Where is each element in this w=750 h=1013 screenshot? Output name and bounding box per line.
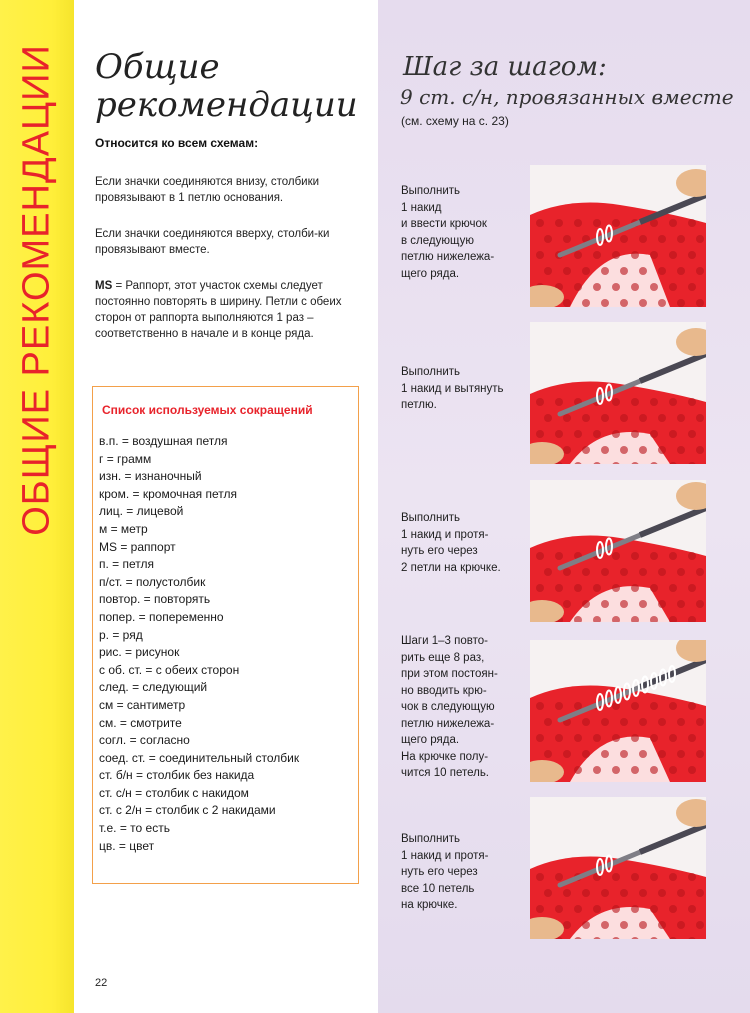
applies-heading: Относится ко всем схемам:	[95, 136, 259, 150]
stitch-mark	[688, 734, 696, 742]
stitch-mark	[639, 600, 647, 608]
abbreviation-item: ст. с 2/н = столбик с 2 накидами	[99, 803, 276, 818]
stitch-mark	[631, 584, 639, 592]
step-text-line: 1 накид и вытянуть	[401, 382, 504, 395]
stitch-mark	[696, 750, 704, 758]
stitch-mark	[574, 584, 582, 592]
stitch-mark	[612, 283, 620, 291]
abbreviation-item: см = сантиметр	[99, 697, 186, 712]
stitch-mark	[574, 905, 582, 913]
stitch-mark	[650, 702, 658, 710]
stitch-mark	[669, 905, 677, 913]
stitch-mark	[696, 718, 704, 726]
stitch-mark	[612, 734, 620, 742]
side-title: ОБЩИЕ РЕКОМЕНДАЦИИ	[15, 44, 58, 536]
stitch-mark	[582, 718, 590, 726]
stitch-mark	[677, 299, 685, 307]
stitch-mark	[582, 299, 590, 307]
step-title: Шаг за шагом:	[403, 52, 607, 82]
stitch-mark	[677, 921, 685, 929]
stitch-mark	[536, 430, 544, 438]
page-number: 22	[95, 977, 108, 989]
side-band	[0, 0, 74, 1013]
stitch-mark	[593, 251, 601, 259]
stitch-mark	[620, 267, 628, 275]
stitch-mark	[536, 734, 544, 742]
paragraph-top-join: Если значки соединяются вверху, столби-ки провязывают вместе.	[95, 228, 330, 256]
stitch-mark	[620, 921, 628, 929]
stitch-mark	[544, 235, 552, 243]
abbreviation-item: м = метр	[99, 521, 148, 536]
step-3-text	[401, 510, 526, 576]
stitch-mark	[688, 905, 696, 913]
abbreviation-item: с об. ст. = с обеих сторон	[99, 662, 240, 677]
abbreviation-item: рис. = рисунок	[99, 645, 180, 660]
stitch-mark	[669, 251, 677, 259]
abbreviation-title: Список используемых сокращений	[102, 403, 313, 417]
abbreviation-item: ст. б/н = столбик без накида	[99, 768, 255, 783]
stitch-mark	[650, 584, 658, 592]
stitch-mark	[601, 889, 609, 897]
stitch-mark	[582, 600, 590, 608]
stitch-mark	[677, 600, 685, 608]
stitch-mark	[639, 718, 647, 726]
stitch-mark	[544, 267, 552, 275]
stitch-mark	[563, 600, 571, 608]
abbreviation-item: г = грамм	[99, 451, 152, 466]
stitch-mark	[620, 600, 628, 608]
stitch-mark	[593, 905, 601, 913]
stitch-mark	[658, 718, 666, 726]
stitch-mark	[601, 718, 609, 726]
stitch-mark	[582, 568, 590, 576]
step-text-line: рить еще 8 раз,	[401, 651, 485, 664]
step-text-line: Выполнить	[401, 512, 461, 524]
abbreviation-item: р. = ряд	[99, 627, 143, 642]
stitch-mark	[658, 750, 666, 758]
stitch-mark	[669, 219, 677, 227]
stitch-mark	[639, 267, 647, 275]
stitch-mark	[696, 299, 704, 307]
stitch-mark	[650, 283, 658, 291]
crochet-photo-image	[530, 640, 706, 782]
step-4-photo	[530, 640, 706, 782]
abbreviation-item: лиц. = лицевой	[99, 504, 184, 519]
step-text-line: щего ряда.	[401, 734, 460, 746]
stitch-mark	[658, 921, 666, 929]
step-text-line: 1 накид и протя-	[401, 528, 489, 541]
crochet-photo-image	[530, 322, 706, 464]
stitch-mark	[574, 766, 582, 774]
stitch-mark	[601, 568, 609, 576]
stitch-mark	[555, 552, 563, 560]
page-title	[95, 48, 365, 124]
stitch-mark	[601, 267, 609, 275]
step-text-line: Выполнить	[401, 366, 461, 378]
stitch-mark	[601, 446, 609, 454]
stitch-mark	[555, 430, 563, 438]
stitch-mark	[658, 568, 666, 576]
step-5-text	[401, 831, 526, 914]
stitch-mark	[536, 702, 544, 710]
stitch-mark	[631, 905, 639, 913]
stitch-mark	[669, 873, 677, 881]
stitch-mark	[696, 568, 704, 576]
stitch-mark	[658, 414, 666, 422]
stitch-mark	[593, 584, 601, 592]
stitch-mark	[631, 873, 639, 881]
stitch-mark	[631, 766, 639, 774]
rapport-label: MS	[95, 280, 113, 292]
stitch-mark	[658, 600, 666, 608]
stitch-mark	[650, 552, 658, 560]
stitch-mark	[563, 921, 571, 929]
stitch-mark	[574, 734, 582, 742]
stitch-mark	[612, 584, 620, 592]
stitch-mark	[574, 251, 582, 259]
stitch-mark	[536, 873, 544, 881]
stitch-mark	[631, 702, 639, 710]
stitch-mark	[688, 251, 696, 259]
stitch-mark	[563, 568, 571, 576]
stitch-mark	[658, 889, 666, 897]
stitch-mark	[669, 283, 677, 291]
stitch-mark	[677, 750, 685, 758]
stitch-mark	[669, 584, 677, 592]
stitch-mark	[536, 219, 544, 227]
step-2-photo	[530, 322, 706, 464]
stitch-mark	[574, 219, 582, 227]
stitch-mark	[544, 750, 552, 758]
stitch-mark	[677, 235, 685, 243]
stitch-mark	[555, 702, 563, 710]
step-1-text	[401, 183, 526, 282]
page-title-line-2: рекомендации	[95, 85, 358, 125]
stitch-mark	[688, 873, 696, 881]
stitch-mark	[582, 921, 590, 929]
step-text-line: и ввести крючок	[401, 218, 487, 230]
step-text-line: щего ряда.	[401, 267, 460, 280]
stitch-mark	[631, 283, 639, 291]
stitch-mark	[555, 734, 563, 742]
stitch-mark	[658, 299, 666, 307]
stitch-mark	[582, 750, 590, 758]
paragraph-bottom-join: Если значки соединяются внизу, столбики провязывают в 1 петлю основания.	[95, 176, 320, 204]
stitch-mark	[696, 414, 704, 422]
stitch-mark	[612, 766, 620, 774]
stitch-mark	[696, 889, 704, 897]
stitch-mark	[650, 251, 658, 259]
abbreviation-item: ст. с/н = столбик с накидом	[99, 785, 249, 800]
stitch-mark	[639, 889, 647, 897]
stitch-mark	[688, 430, 696, 438]
stitch-mark	[677, 414, 685, 422]
stitch-mark	[601, 750, 609, 758]
stitch-mark	[677, 446, 685, 454]
abbreviation-item: п/ст. = полустолбик	[99, 574, 206, 589]
step-text-line: все 10 петель	[401, 882, 475, 895]
step-text-line: чится 10 петель.	[401, 767, 490, 779]
step-subtitle: 9 ст. с/н, провязанных вместе	[400, 85, 734, 109]
stitch-mark	[612, 430, 620, 438]
stitch-mark	[582, 414, 590, 422]
stitch-mark	[696, 235, 704, 243]
stitch-mark	[631, 251, 639, 259]
stitch-mark	[639, 921, 647, 929]
abbreviation-item: повтор. = повторять	[99, 592, 211, 607]
step-text-line: 1 накид и протя-	[401, 849, 489, 862]
stitch-mark	[639, 414, 647, 422]
stitch-mark	[563, 299, 571, 307]
stitch-mark	[563, 446, 571, 454]
stitch-mark	[677, 718, 685, 726]
stitch-mark	[593, 430, 601, 438]
stitch-mark	[677, 889, 685, 897]
stitch-mark	[658, 446, 666, 454]
stitch-mark	[544, 568, 552, 576]
stitch-mark	[639, 299, 647, 307]
stitch-mark	[688, 584, 696, 592]
stitch-mark	[563, 267, 571, 275]
stitch-mark	[612, 905, 620, 913]
step-1-photo	[530, 165, 706, 307]
step-text-line: петлю нижележа-	[401, 251, 495, 263]
step-text-line: в следующую	[401, 234, 474, 247]
stitch-mark	[650, 398, 658, 406]
stitch-mark	[631, 552, 639, 560]
abbreviation-item: кром. = кромочная петля	[99, 486, 238, 501]
stitch-mark	[612, 251, 620, 259]
stitch-mark	[620, 750, 628, 758]
stitch-mark	[658, 235, 666, 243]
stitch-mark	[536, 552, 544, 560]
stitch-mark	[555, 873, 563, 881]
stitch-mark	[612, 398, 620, 406]
step-text-line: при этом постоян-	[401, 668, 498, 680]
stitch-mark	[620, 414, 628, 422]
stitch-mark	[620, 889, 628, 897]
stitch-mark	[631, 430, 639, 438]
stitch-mark	[593, 219, 601, 227]
stitch-mark	[620, 235, 628, 243]
abbreviation-item: согл. = согласно	[99, 733, 190, 748]
step-text-line: петлю нижележа-	[401, 717, 495, 730]
crochet-photo-image	[530, 165, 706, 307]
stitch-mark	[639, 235, 647, 243]
abbreviation-item: в.п. = воздушная петля	[99, 434, 228, 448]
stitch-mark	[574, 430, 582, 438]
stitch-mark	[677, 568, 685, 576]
abbreviation-item: след. = следующий	[99, 680, 208, 695]
stitch-mark	[669, 430, 677, 438]
stitch-mark	[536, 905, 544, 913]
stitch-mark	[601, 299, 609, 307]
stitch-mark	[563, 889, 571, 897]
stitch-mark	[669, 398, 677, 406]
step-2-text	[401, 364, 526, 414]
stitch-mark	[688, 702, 696, 710]
stitch-mark	[669, 702, 677, 710]
step-text-line: но вводить крю-	[401, 684, 487, 697]
stitch-mark	[574, 283, 582, 291]
step-5-photo	[530, 797, 706, 939]
stitch-mark	[563, 414, 571, 422]
page-title-line-1: Общие	[95, 47, 220, 87]
stitch-mark	[612, 552, 620, 560]
stitch-mark	[639, 750, 647, 758]
step-4-text	[401, 633, 526, 782]
stitch-mark	[563, 750, 571, 758]
stitch-mark	[593, 283, 601, 291]
crochet-photo-image	[530, 480, 706, 622]
stitch-mark	[582, 446, 590, 454]
stitch-mark	[696, 446, 704, 454]
step-text-line: Шаги 1–3 повто-	[401, 635, 488, 647]
stitch-mark	[620, 446, 628, 454]
stitch-mark	[688, 398, 696, 406]
step-reference: (см. схему на с. 23)	[401, 114, 509, 128]
stitch-mark	[593, 766, 601, 774]
step-text-line: 1 накид	[401, 201, 442, 214]
stitch-mark	[612, 219, 620, 227]
stitch-mark	[620, 299, 628, 307]
abbreviation-list	[99, 433, 299, 855]
stitch-mark	[536, 398, 544, 406]
stitch-mark	[544, 718, 552, 726]
stitch-mark	[677, 267, 685, 275]
stitch-mark	[669, 766, 677, 774]
step-text-line: петлю.	[401, 399, 437, 411]
rapport-text: = Раппорт, этот участок схемы следует постоянно повторять в ширину. Петли с обеих сторон от раппорта выполняются 1 раз – соответственно в начале и в конце ряда.	[95, 280, 342, 340]
abbreviation-item: см. = смотрите	[99, 715, 182, 730]
stitch-mark	[582, 267, 590, 275]
stitch-mark	[544, 889, 552, 897]
stitch-mark	[650, 905, 658, 913]
abbreviation-item: попер. = попеременно	[99, 609, 224, 624]
stitch-mark	[688, 766, 696, 774]
stitch-mark	[688, 219, 696, 227]
stitch-mark	[688, 283, 696, 291]
stitch-mark	[582, 889, 590, 897]
abbreviation-item: MS = раппорт	[99, 539, 176, 554]
step-text-line: Выполнить	[401, 833, 461, 845]
stitch-mark	[544, 414, 552, 422]
stitch-mark	[650, 766, 658, 774]
stitch-mark	[612, 873, 620, 881]
abbreviation-item: п. = петля	[99, 557, 155, 572]
step-text-line: На крючке полу-	[401, 750, 489, 763]
stitch-mark	[536, 584, 544, 592]
stitch-mark	[669, 552, 677, 560]
step-text-line: на крючке.	[401, 899, 458, 911]
stitch-mark	[601, 600, 609, 608]
stitch-mark	[631, 398, 639, 406]
stitch-mark	[639, 446, 647, 454]
stitch-mark	[563, 235, 571, 243]
stitch-mark	[696, 600, 704, 608]
stitch-mark	[555, 905, 563, 913]
stitch-mark	[536, 251, 544, 259]
stitch-mark	[620, 718, 628, 726]
stitch-mark	[620, 568, 628, 576]
stitch-mark	[639, 568, 647, 576]
step-text-line: чок в следующую	[401, 701, 495, 713]
paragraph-rapport	[95, 278, 367, 342]
stitch-mark	[601, 414, 609, 422]
crochet-photo-image	[530, 797, 706, 939]
stitch-mark	[593, 734, 601, 742]
stitch-mark	[650, 734, 658, 742]
stitch-mark	[688, 552, 696, 560]
stitch-mark	[696, 267, 704, 275]
stitch-mark	[555, 219, 563, 227]
stitch-mark	[601, 921, 609, 929]
step-text-line: 2 петли на крючке.	[401, 561, 501, 574]
abbreviation-item: цв. = цвет	[99, 838, 155, 853]
stitch-mark	[658, 267, 666, 275]
stitch-mark	[555, 398, 563, 406]
abbreviation-item: соед. ст. = соединительный столбик	[99, 750, 300, 765]
abbreviation-box	[92, 386, 359, 884]
stitch-mark	[696, 921, 704, 929]
stitch-mark	[650, 873, 658, 881]
stitch-mark	[555, 584, 563, 592]
step-3-photo	[530, 480, 706, 622]
stitch-mark	[650, 430, 658, 438]
step-text-line: Выполнить	[401, 185, 461, 197]
abbreviation-item: т.е. = то есть	[99, 821, 170, 836]
step-text-line: нуть его через	[401, 545, 478, 557]
stitch-mark	[631, 734, 639, 742]
stitch-mark	[669, 734, 677, 742]
step-text-line: нуть его через	[401, 866, 478, 878]
abbreviation-item: изн. = изнаночный	[99, 469, 202, 484]
